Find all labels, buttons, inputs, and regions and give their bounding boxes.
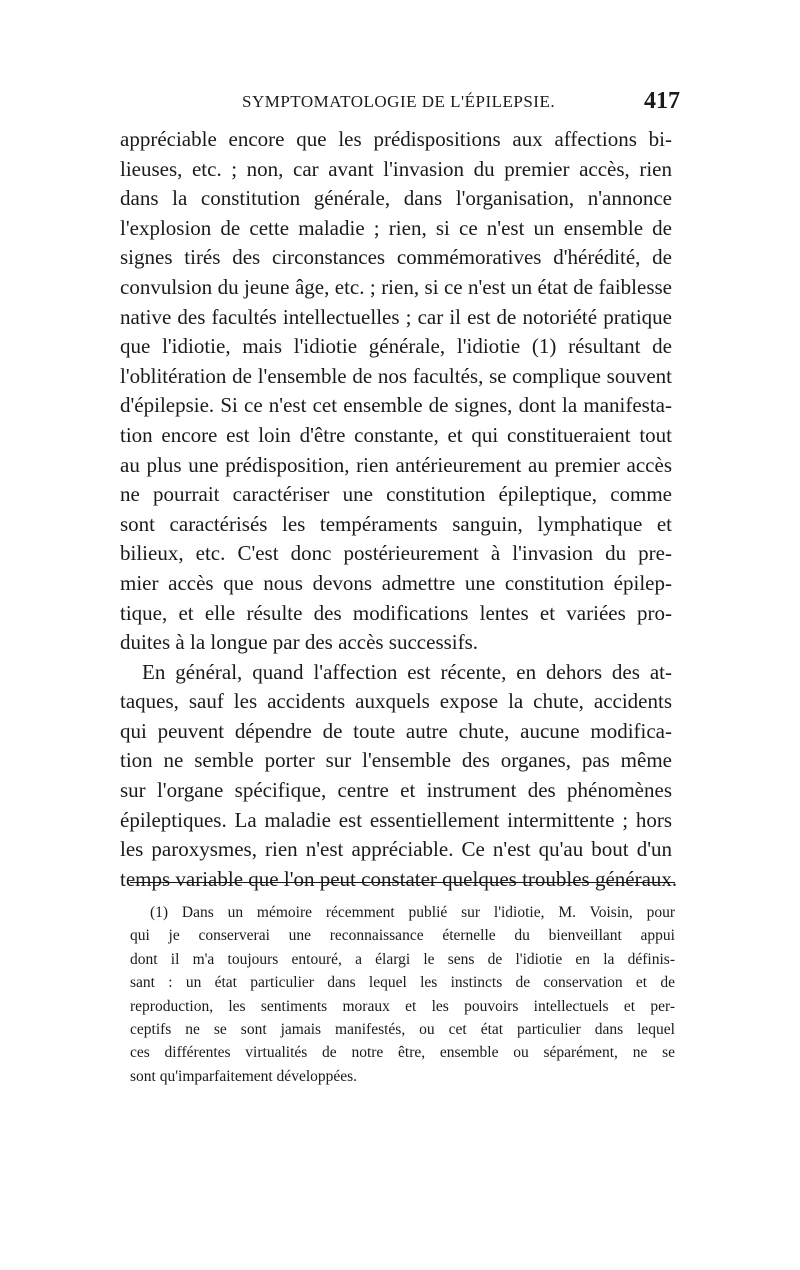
paragraph-end-line: duites à la longue par des accès successifs. xyxy=(120,630,479,655)
text-line: l'explosion de cette maladie ; rien, si ce n'est un ensemble de xyxy=(120,215,672,240)
text-line: lieuses, etc. ; non, car avant l'invasion du premier accès, rien xyxy=(120,156,672,181)
running-title: SYMPTOMATOLOGIE DE L'ÉPILEPSIE. xyxy=(242,92,556,111)
text-line: d'épilepsie. Si ce n'est cet ensemble de signes, dont la manifesta- xyxy=(120,393,672,418)
text-line: les paroxysmes, rien n'est appréciable. Ce n'est qu'au bout d'un xyxy=(120,837,672,862)
text-line: temps variable que l'on peut constater quelques troubles généraux. xyxy=(120,866,678,891)
text-line: qui peuvent dépendre de toute autre chute, aucune modifica- xyxy=(120,718,672,743)
footnote-line: qui je conserverai une reconnaissance éternelle du bienveillant appui xyxy=(130,927,675,945)
running-head xyxy=(120,88,680,116)
text-line: native des facultés intellectuelles ; car il est de notoriété pratique xyxy=(120,304,672,329)
text-line: ne pourrait caractériser une constitution épileptique, comme xyxy=(120,482,672,507)
text-line: tion ne semble porter sur l'ensemble des organes, pas même xyxy=(120,748,672,773)
text-line: au plus une prédisposition, rien antérieurement au premier accès xyxy=(120,452,672,477)
footnote-line: reproduction, les sentiments moraux et les pouvoirs intellectuels et per- xyxy=(130,997,675,1015)
footnote-line: dont il m'a toujours entouré, a élargi le sens de l'idiotie en la définis- xyxy=(130,950,675,968)
paragraph-start-line: En général, quand l'affection est récente, en dehors des at- xyxy=(142,659,672,684)
text-line: mier accès que nous devons admettre une constitution épilep- xyxy=(120,570,672,595)
text-line: sont caractérisés les tempéraments sanguin, lymphatique et xyxy=(120,511,672,536)
footnote-separator xyxy=(130,882,675,883)
text-line: taques, sauf les accidents auxquels expose la chute, accidents xyxy=(120,689,672,714)
text-line: bilieux, etc. C'est donc postérieurement à l'invasion du pre- xyxy=(120,541,672,566)
text-line: tique, et elle résulte des modifications lentes et variées pro- xyxy=(120,600,672,625)
text-line: signes tirés des circonstances commémoratives d'hérédité, de xyxy=(120,245,672,270)
text-line: tion encore est loin d'être constante, et qui constitueraient tout xyxy=(120,422,672,447)
footnote-line: sant : un état particulier dans lequel les instincts de conservation et de xyxy=(130,974,675,992)
footnote-line: (1) Dans un mémoire récemment publié sur l'idiotie, M. Voisin, pour xyxy=(150,904,675,921)
text-line: convulsion du jeune âge, etc. ; rien, si ce n'est un état de faiblesse xyxy=(120,274,672,299)
footnote xyxy=(130,901,675,1088)
text-line: appréciable encore que les prédispositions aux affections bi- xyxy=(120,127,672,151)
text-line: sur l'organe spécifique, centre et instrument des phénomènes xyxy=(120,778,672,803)
text-line: que l'idiotie, mais l'idiotie générale, l'idiotie (1) résultant de xyxy=(120,334,672,359)
footnote-line: sont qu'imparfaitement développées. xyxy=(130,1067,358,1085)
text-line: l'oblitération de l'ensemble de nos facultés, se complique souvent xyxy=(120,363,672,388)
text-line: dans la constitution générale, dans l'organisation, n'annonce xyxy=(120,186,672,211)
body-text xyxy=(120,125,678,894)
footnote-line: ces différentes virtualités de notre être, ensemble ou séparément, ne se xyxy=(130,1044,675,1062)
text-line: épileptiques. La maladie est essentiellement intermittente ; hors xyxy=(120,807,672,832)
page-number: 417 xyxy=(644,88,680,114)
footnote-line: ceptifs ne se sont jamais manifestés, ou cet état particulier dans lequel xyxy=(130,1020,675,1038)
